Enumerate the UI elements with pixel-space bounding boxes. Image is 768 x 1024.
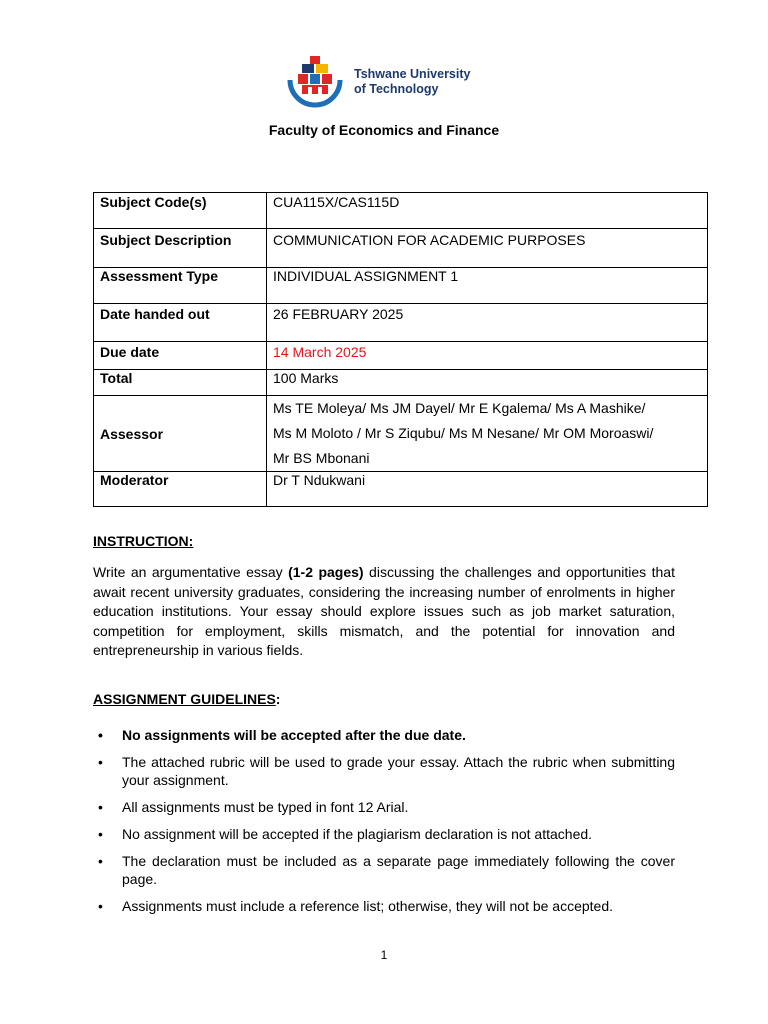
bullet-icon: • [98,826,103,842]
table-row [94,229,708,268]
subject-description-label: Subject Description [94,229,267,268]
instruction-text-before: Write an argumentative essay [93,564,289,580]
instruction-heading: INSTRUCTION: [93,533,194,549]
instruction-text-after: discussing the challenges and opportunities that await recent university graduates, considering the increasing number of enrolments in higher education institutions. Your essay should explore issues such as job market saturation, competition for employment, skills mismatch, and the potential for innovation and entrepreneurship in various fields. [93,564,675,658]
table-row [94,304,708,342]
table-row [94,370,708,396]
due-date-label: Due date [94,342,267,370]
tut-emblem-icon [284,52,346,112]
subject-code-label: Subject Code(s) [94,193,267,229]
bullet-icon: • [98,853,103,869]
guideline-text: The attached rubric will be used to grade your essay. Attach the rubric when submitting your assignment. [122,754,675,788]
logo-line-1: Tshwane University [354,67,471,81]
logo-line-2: of Technology [354,82,439,96]
guideline-text: All assignments must be typed in font 12 Arial. [122,799,409,815]
guidelines-heading-colon: : [275,691,281,707]
list-item [93,726,675,744]
list-item [93,753,675,789]
guideline-text: Assignments must include a reference list; otherwise, they will not be accepted. [122,898,614,914]
instruction-paragraph [93,563,675,661]
guideline-text: No assignment will be accepted if the plagiarism declaration is not attached. [122,826,593,842]
assessor-line-3: Mr BS Mbonani [273,450,370,466]
assessor-label: Assessor [94,396,267,472]
bullet-icon: • [98,754,103,770]
table-row [94,396,708,472]
assessment-type-value: INDIVIDUAL ASSIGNMENT 1 [267,268,708,304]
subject-description-value: COMMUNICATION FOR ACADEMIC PURPOSES [267,229,708,268]
total-label: Total [94,370,267,396]
guidelines-heading-text: ASSIGNMENT GUIDELINES [93,691,276,707]
table-row [94,342,708,370]
instruction-page-count: (1-2 pages) [288,564,364,580]
guidelines-list [93,726,675,924]
table-row [94,268,708,304]
list-item [93,798,675,816]
table-row [94,472,708,507]
bullet-icon: • [98,799,103,815]
faculty-title: Faculty of Economics and Finance [268,122,500,138]
list-item [93,852,675,888]
date-handed-out-label: Date handed out [94,304,267,342]
due-date-value: 14 March 2025 [267,342,708,370]
university-logo [284,52,470,112]
list-item [93,897,675,915]
assessor-line-2: Ms M Moloto / Mr S Ziqubu/ Ms M Nesane/ Mr OM Moroaswi/ [273,425,654,441]
assessor-value [267,396,708,472]
table-row [94,193,708,229]
moderator-label: Moderator [94,472,267,507]
assessment-type-label: Assessment Type [94,268,267,304]
page-number: 1 [380,948,388,962]
logo-text [354,67,470,97]
bullet-icon: • [98,727,103,743]
subject-info-table [93,192,708,507]
subject-code-value: CUA115X/CAS115D [267,193,708,229]
guidelines-heading [93,691,280,707]
bullet-icon: • [98,898,103,914]
guideline-text: No assignments will be accepted after the due date. [122,727,466,743]
guideline-text: The declaration must be included as a separate page immediately following the cover page. [122,853,675,887]
assessor-line-1: Ms TE Moleya/ Ms JM Dayel/ Mr E Kgalema/ Ms A Mashike/ [273,400,646,416]
list-item [93,825,675,843]
moderator-value: Dr T Ndukwani [267,472,708,507]
date-handed-out-value: 26 FEBRUARY 2025 [267,304,708,342]
total-value: 100 Marks [267,370,708,396]
